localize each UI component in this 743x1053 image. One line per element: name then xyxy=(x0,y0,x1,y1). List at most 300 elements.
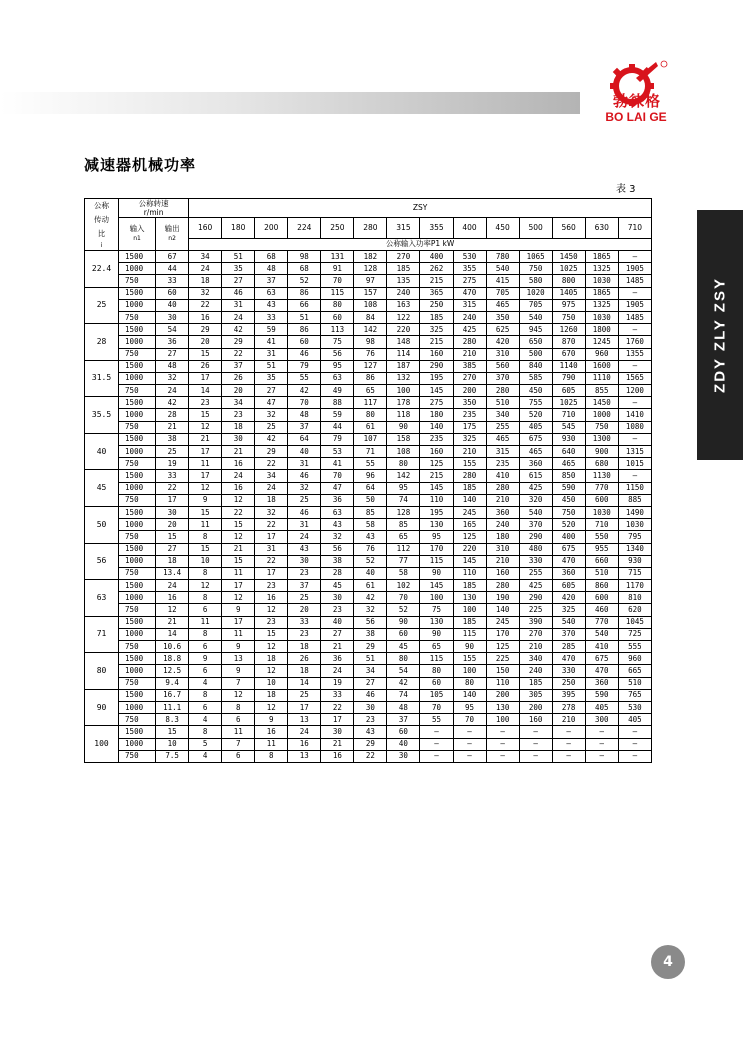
power-cell: 68 xyxy=(288,263,321,275)
power-cell: 255 xyxy=(519,567,552,579)
table-row xyxy=(85,543,652,555)
output-speed-cell: 11.1 xyxy=(156,701,189,713)
power-cell: 132 xyxy=(387,372,420,384)
ratio-cell: 28 xyxy=(85,324,119,361)
size-header-cell: 315 xyxy=(387,218,420,239)
power-cell: 280 xyxy=(486,385,519,397)
power-cell: 18 xyxy=(255,689,288,701)
power-cell: 36 xyxy=(321,653,354,665)
power-cell: 540 xyxy=(552,616,585,628)
power-cell: 510 xyxy=(585,567,618,579)
power-cell: 128 xyxy=(354,263,387,275)
power-cell: 1030 xyxy=(618,519,651,531)
power-cell: 290 xyxy=(519,592,552,604)
power-cell: 200 xyxy=(453,385,486,397)
power-cell: 21 xyxy=(189,433,222,445)
power-cell: 115 xyxy=(420,653,453,665)
power-cell: 90 xyxy=(387,421,420,433)
power-cell: 210 xyxy=(453,446,486,458)
power-cell: 18 xyxy=(255,653,288,665)
power-cell: 37 xyxy=(222,360,255,372)
table-row xyxy=(85,397,652,409)
power-cell: 480 xyxy=(519,543,552,555)
power-cell: 35 xyxy=(222,263,255,275)
table-row xyxy=(85,519,652,531)
power-cell: 285 xyxy=(552,641,585,653)
power-cell: 26 xyxy=(288,653,321,665)
table-row xyxy=(85,750,652,762)
power-cell: – xyxy=(453,738,486,750)
size-header-cell: 280 xyxy=(354,218,387,239)
power-cell: 79 xyxy=(321,433,354,445)
power-cell: 110 xyxy=(420,494,453,506)
power-cell: 235 xyxy=(453,409,486,421)
output-speed-cell: 10.6 xyxy=(156,641,189,653)
power-cell: 500 xyxy=(519,348,552,360)
power-cell: 17 xyxy=(255,567,288,579)
power-cell: 15 xyxy=(189,348,222,360)
power-cell: – xyxy=(486,726,519,738)
power-cell: 11 xyxy=(222,567,255,579)
power-cell: 85 xyxy=(354,506,387,518)
ratio-cell: 31.5 xyxy=(85,360,119,397)
power-cell: 16 xyxy=(255,726,288,738)
power-cell: 98 xyxy=(288,251,321,263)
table-row xyxy=(85,372,652,384)
power-cell: – xyxy=(618,750,651,762)
power-cell: 23 xyxy=(354,714,387,726)
output-speed-cell: 15 xyxy=(156,531,189,543)
power-cell: 42 xyxy=(354,592,387,604)
power-cell: 29 xyxy=(189,324,222,336)
power-cell: 8 xyxy=(255,750,288,762)
output-speed-cell: 22 xyxy=(156,482,189,494)
power-cell: 185 xyxy=(453,482,486,494)
power-cell: 370 xyxy=(552,628,585,640)
power-cell: 108 xyxy=(354,299,387,311)
power-cell: 23 xyxy=(255,616,288,628)
power-cell: 42 xyxy=(255,433,288,445)
power-cell: 185 xyxy=(387,263,420,275)
power-cell: 27 xyxy=(354,677,387,689)
power-cell: 17 xyxy=(189,470,222,482)
power-cell: 1485 xyxy=(618,275,651,287)
speed-header xyxy=(119,199,189,218)
power-cell: 41 xyxy=(255,336,288,348)
table-row xyxy=(85,738,652,750)
power-cell: 1300 xyxy=(585,433,618,445)
power-cell: 182 xyxy=(354,251,387,263)
output-speed-cell: 36 xyxy=(156,336,189,348)
power-cell: 113 xyxy=(321,324,354,336)
power-cell: 45 xyxy=(387,641,420,653)
output-speed-cell: 48 xyxy=(156,360,189,372)
power-cell: 390 xyxy=(519,616,552,628)
input-speed-symbol: n1 xyxy=(133,235,141,242)
power-cell: 200 xyxy=(486,689,519,701)
power-cell: 310 xyxy=(486,543,519,555)
power-cell: 115 xyxy=(321,287,354,299)
power-cell: 11 xyxy=(222,726,255,738)
power-cell: 710 xyxy=(552,409,585,421)
power-cell: 780 xyxy=(486,251,519,263)
power-cell: 43 xyxy=(288,543,321,555)
power-cell: 9 xyxy=(255,714,288,726)
power-cell: 1410 xyxy=(618,409,651,421)
table-row xyxy=(85,311,652,323)
table-row xyxy=(85,677,652,689)
power-cell: 60 xyxy=(321,311,354,323)
power-cell: 23 xyxy=(321,604,354,616)
output-speed-cell: 30 xyxy=(156,506,189,518)
power-cell: 34 xyxy=(222,397,255,409)
power-cell: 840 xyxy=(519,360,552,372)
power-cell: 195 xyxy=(420,372,453,384)
power-cell: 590 xyxy=(585,689,618,701)
power-cell: 280 xyxy=(486,580,519,592)
power-cell: 26 xyxy=(189,360,222,372)
power-cell: 24 xyxy=(222,470,255,482)
input-speed-cell: 1500 xyxy=(119,397,156,409)
power-cell: 23 xyxy=(255,580,288,592)
output-speed-cell: 32 xyxy=(156,372,189,384)
power-cell: 330 xyxy=(552,665,585,677)
power-cell: 18 xyxy=(288,641,321,653)
ratio-cell: 22.4 xyxy=(85,251,119,288)
power-cell: 24 xyxy=(222,311,255,323)
power-cell: 37 xyxy=(288,421,321,433)
power-cell: 1130 xyxy=(585,470,618,482)
power-cell: 140 xyxy=(453,689,486,701)
power-cell: 59 xyxy=(321,409,354,421)
power-cell: 310 xyxy=(486,348,519,360)
power-cell: 1015 xyxy=(618,458,651,470)
power-cell: 315 xyxy=(486,446,519,458)
power-cell: 795 xyxy=(618,531,651,543)
power-cell: 4 xyxy=(189,677,222,689)
power-cell: 210 xyxy=(519,641,552,653)
power-cell: 530 xyxy=(453,251,486,263)
output-speed-cell: 12.5 xyxy=(156,665,189,677)
size-header-cell: 200 xyxy=(255,218,288,239)
power-cell: 9 xyxy=(222,604,255,616)
table-row xyxy=(85,604,652,616)
power-cell: 80 xyxy=(354,409,387,421)
power-cell: 51 xyxy=(354,653,387,665)
input-speed-cell: 1500 xyxy=(119,616,156,628)
power-cell: 10 xyxy=(255,677,288,689)
table-row xyxy=(85,409,652,421)
table-row xyxy=(85,592,652,604)
power-cell: 7 xyxy=(222,677,255,689)
power-cell: 13 xyxy=(288,714,321,726)
power-cell: 9 xyxy=(189,494,222,506)
output-speed-label: 输出 xyxy=(164,224,180,233)
power-cell: 70 xyxy=(387,592,420,604)
power-cell: 131 xyxy=(321,251,354,263)
power-cell: 885 xyxy=(618,494,651,506)
power-cell: 100 xyxy=(486,714,519,726)
power-cell: 9 xyxy=(189,653,222,665)
ratio-cell: 25 xyxy=(85,287,119,324)
brand-name-en: BO LAI GE xyxy=(605,110,667,124)
input-speed-cell: 750 xyxy=(119,604,156,616)
power-cell: 400 xyxy=(552,531,585,543)
power-cell: 17 xyxy=(189,446,222,458)
power-cell: 53 xyxy=(321,446,354,458)
power-cell: 16 xyxy=(321,750,354,762)
power-cell: 145 xyxy=(420,580,453,592)
output-speed-cell: 28 xyxy=(156,409,189,421)
power-cell: 22 xyxy=(321,701,354,713)
power-cell: 76 xyxy=(354,543,387,555)
power-cell: 250 xyxy=(420,299,453,311)
input-speed-cell: 750 xyxy=(119,494,156,506)
output-speed-cell: 27 xyxy=(156,348,189,360)
power-cell: 400 xyxy=(420,251,453,263)
power-cell: 32 xyxy=(255,506,288,518)
power-cell: 29 xyxy=(354,641,387,653)
power-cell: 23 xyxy=(222,409,255,421)
power-cell: 36 xyxy=(321,494,354,506)
power-cell: 425 xyxy=(519,580,552,592)
output-speed-cell: 21 xyxy=(156,421,189,433)
power-cell: 1565 xyxy=(618,372,651,384)
power-cell: 20 xyxy=(288,604,321,616)
output-speed-cell: 12 xyxy=(156,604,189,616)
power-cell: – xyxy=(519,750,552,762)
table-row xyxy=(85,360,652,372)
power-cell: 278 xyxy=(552,701,585,713)
power-cell: 370 xyxy=(486,372,519,384)
header-gradient-bar xyxy=(0,92,580,114)
power-cell: 25 xyxy=(255,421,288,433)
power-cell: – xyxy=(618,726,651,738)
power-cell: 22 xyxy=(222,506,255,518)
table-row xyxy=(85,299,652,311)
power-cell: 80 xyxy=(387,458,420,470)
power-cell: 42 xyxy=(387,677,420,689)
power-cell: 145 xyxy=(453,555,486,567)
power-cell: 350 xyxy=(486,311,519,323)
power-cell: 64 xyxy=(354,482,387,494)
input-speed-cell: 1000 xyxy=(119,263,156,275)
power-cell: 112 xyxy=(387,543,420,555)
power-cell: 640 xyxy=(552,446,585,458)
power-cell: 115 xyxy=(453,628,486,640)
power-cell: 65 xyxy=(354,385,387,397)
power-cell: 46 xyxy=(354,689,387,701)
power-cell: 1905 xyxy=(618,263,651,275)
input-speed-cell: 750 xyxy=(119,311,156,323)
input-speed-header xyxy=(119,218,156,251)
output-speed-cell: 40 xyxy=(156,299,189,311)
power-cell: 220 xyxy=(387,324,420,336)
power-cell: 29 xyxy=(222,336,255,348)
input-speed-cell: 1500 xyxy=(119,287,156,299)
power-cell: 48 xyxy=(255,263,288,275)
power-cell: 1355 xyxy=(618,348,651,360)
input-speed-cell: 750 xyxy=(119,531,156,543)
power-cell: 1340 xyxy=(618,543,651,555)
size-header-cell: 560 xyxy=(552,218,585,239)
power-cell: 675 xyxy=(585,653,618,665)
speed-header-label: 公称转速 xyxy=(138,199,169,208)
power-cell: 54 xyxy=(387,665,420,677)
ratio-cell: 63 xyxy=(85,580,119,617)
power-cell: 155 xyxy=(453,458,486,470)
input-speed-cell: 1500 xyxy=(119,543,156,555)
power-cell: 385 xyxy=(453,360,486,372)
power-cell: 190 xyxy=(486,592,519,604)
power-cell: 60 xyxy=(387,726,420,738)
power-cell: 590 xyxy=(552,482,585,494)
power-cell: – xyxy=(618,470,651,482)
power-cell: 4 xyxy=(189,750,222,762)
power-cell: 465 xyxy=(519,446,552,458)
input-speed-cell: 750 xyxy=(119,750,156,762)
output-speed-cell: 19 xyxy=(156,458,189,470)
table-row xyxy=(85,446,652,458)
power-cell: 305 xyxy=(519,689,552,701)
power-cell: 46 xyxy=(288,470,321,482)
power-cell: 1485 xyxy=(618,311,651,323)
power-cell: 465 xyxy=(486,433,519,445)
power-cell: 11 xyxy=(255,738,288,750)
power-cell: 63 xyxy=(321,372,354,384)
power-cell: 1325 xyxy=(585,263,618,275)
power-cell: 22 xyxy=(222,348,255,360)
power-cell: 49 xyxy=(321,385,354,397)
power-cell: 32 xyxy=(288,482,321,494)
power-cell: 1905 xyxy=(618,299,651,311)
power-cell: 25 xyxy=(288,494,321,506)
power-cell: 25 xyxy=(288,689,321,701)
power-cell: 55 xyxy=(420,714,453,726)
power-cell: 12 xyxy=(255,701,288,713)
power-cell: 140 xyxy=(486,604,519,616)
power-cell: 365 xyxy=(420,287,453,299)
power-cell: 1800 xyxy=(585,324,618,336)
power-cell: 32 xyxy=(189,287,222,299)
power-cell: 47 xyxy=(255,397,288,409)
power-cell: 178 xyxy=(387,397,420,409)
power-cell: 1030 xyxy=(585,311,618,323)
output-speed-cell: 30 xyxy=(156,311,189,323)
power-cell: – xyxy=(519,726,552,738)
power-cell: 12 xyxy=(255,641,288,653)
power-cell: 615 xyxy=(519,470,552,482)
power-cell: 225 xyxy=(519,604,552,616)
output-speed-cell: 54 xyxy=(156,324,189,336)
power-cell: 55 xyxy=(354,458,387,470)
power-cell: 12 xyxy=(189,580,222,592)
power-cell: 160 xyxy=(486,567,519,579)
power-cell: 118 xyxy=(387,409,420,421)
output-speed-cell: 24 xyxy=(156,580,189,592)
power-cell: 24 xyxy=(189,263,222,275)
power-cell: 91 xyxy=(321,263,354,275)
power-cell: 300 xyxy=(585,714,618,726)
power-cell: 6 xyxy=(222,714,255,726)
power-cell: 12 xyxy=(255,604,288,616)
power-cell: 30 xyxy=(321,592,354,604)
power-cell: 21 xyxy=(222,446,255,458)
power-cell: 550 xyxy=(585,531,618,543)
power-cell: 930 xyxy=(552,433,585,445)
power-cell: 320 xyxy=(519,494,552,506)
power-cell: 770 xyxy=(585,616,618,628)
power-cell: 52 xyxy=(288,275,321,287)
size-header-cell: 180 xyxy=(222,218,255,239)
power-cell: 130 xyxy=(453,592,486,604)
output-speed-cell: 60 xyxy=(156,287,189,299)
power-cell: 11 xyxy=(189,616,222,628)
power-cell: 415 xyxy=(486,275,519,287)
power-cell: 210 xyxy=(486,494,519,506)
power-cell: 185 xyxy=(453,616,486,628)
ratio-cell: 80 xyxy=(85,653,119,690)
ratio-cell: 35.5 xyxy=(85,397,119,434)
power-cell: 800 xyxy=(552,275,585,287)
power-cell: 585 xyxy=(519,372,552,384)
output-speed-cell: 38 xyxy=(156,433,189,445)
power-cell: 675 xyxy=(552,543,585,555)
power-cell: 30 xyxy=(222,433,255,445)
power-cell: 8 xyxy=(189,689,222,701)
ratio-cell: 71 xyxy=(85,616,119,653)
power-cell: 340 xyxy=(519,653,552,665)
power-cell: 9 xyxy=(222,665,255,677)
power-cell: 255 xyxy=(486,421,519,433)
power-cell: 37 xyxy=(387,714,420,726)
power-cell: – xyxy=(486,738,519,750)
table-row xyxy=(85,385,652,397)
power-cell: 405 xyxy=(519,421,552,433)
power-cell: 18 xyxy=(189,275,222,287)
power-cell: 102 xyxy=(387,580,420,592)
power-cell: 23 xyxy=(288,628,321,640)
power-cell: 130 xyxy=(420,519,453,531)
power-cell: 71 xyxy=(354,446,387,458)
power-cell: 46 xyxy=(288,348,321,360)
power-cell: 8 xyxy=(189,628,222,640)
power-cell: 1000 xyxy=(585,409,618,421)
input-speed-cell: 1500 xyxy=(119,726,156,738)
power-cell: 290 xyxy=(420,360,453,372)
power-cell: – xyxy=(618,324,651,336)
power-cell: 650 xyxy=(519,336,552,348)
power-cell: 15 xyxy=(222,555,255,567)
power-cell: 16 xyxy=(288,738,321,750)
power-cell: 24 xyxy=(321,665,354,677)
input-speed-cell: 750 xyxy=(119,458,156,470)
power-cell: 470 xyxy=(585,665,618,677)
output-speed-cell: 25 xyxy=(156,446,189,458)
power-cell: 50 xyxy=(354,494,387,506)
power-cell: 750 xyxy=(519,263,552,275)
power-cell: 80 xyxy=(321,299,354,311)
output-speed-cell: 17 xyxy=(156,494,189,506)
power-cell: 215 xyxy=(420,470,453,482)
power-cell: 125 xyxy=(453,531,486,543)
power-cell: 31 xyxy=(222,299,255,311)
power-cell: 6 xyxy=(189,604,222,616)
power-cell: 145 xyxy=(420,385,453,397)
power-cell: 86 xyxy=(288,324,321,336)
power-cell: 77 xyxy=(387,555,420,567)
power-cell: 52 xyxy=(387,604,420,616)
